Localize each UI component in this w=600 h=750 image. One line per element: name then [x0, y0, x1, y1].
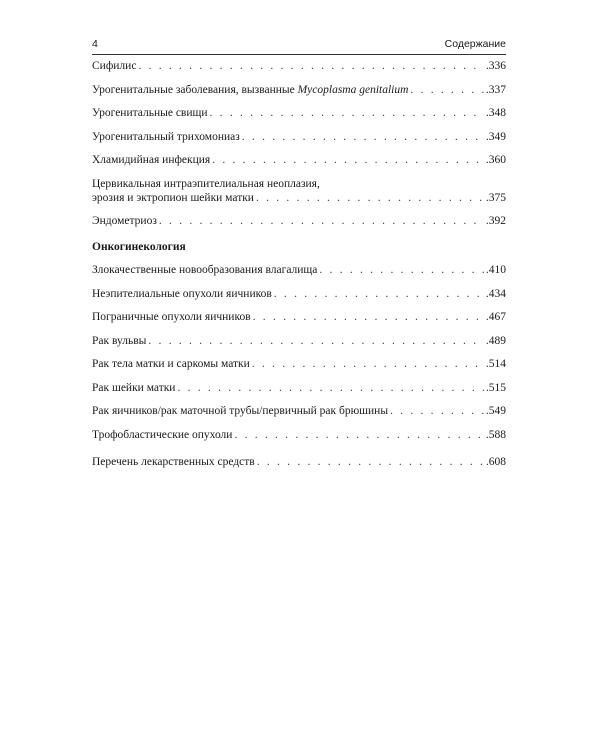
toc-entry-page: .434 — [485, 287, 506, 300]
toc-entry-page: .410 — [485, 264, 506, 276]
toc-entry-title-italic: Mycoplasma genitalium — [297, 83, 409, 96]
dot-leader — [257, 455, 484, 469]
toc-entry[interactable] — [92, 404, 506, 418]
toc-entry-page: .608 — [485, 456, 506, 468]
toc-entry-title: Рак яичников/рак маточной трубы/первичный рак брюшины — [92, 405, 389, 417]
dot-leader — [148, 334, 483, 348]
toc-entry-title: Урогенитальные свищи — [92, 107, 208, 119]
toc-entry-page: .392 — [485, 215, 506, 227]
toc-entry-page: .467 — [485, 311, 506, 323]
dot-leader — [177, 381, 483, 395]
toc-entry-title: Хламидийная инфекция — [92, 154, 211, 166]
toc-entry-title — [92, 83, 408, 97]
dot-leader — [234, 428, 483, 442]
dot-leader — [253, 310, 484, 324]
toc-entry[interactable] — [92, 310, 506, 324]
dot-leader — [390, 404, 484, 418]
table-of-contents — [92, 59, 506, 479]
toc-entry[interactable] — [92, 214, 506, 228]
toc-entry[interactable] — [92, 428, 506, 442]
running-header — [92, 38, 506, 55]
toc-entry-page: .588 — [485, 428, 506, 441]
toc-entry-page: .360 — [485, 154, 506, 166]
running-title: Содержание — [444, 38, 506, 50]
toc-entry-page: .514 — [485, 358, 506, 370]
toc-entry[interactable] — [92, 106, 506, 120]
toc-entry[interactable] — [92, 83, 506, 97]
dot-leader — [138, 59, 483, 73]
toc-entry-title: Рак тела матки и саркомы матки — [92, 358, 250, 370]
toc-entry-title-text: Урогенитальные заболевания, вызванные — [92, 83, 298, 96]
dot-leader — [242, 130, 484, 144]
toc-entry-title: Перечень лекарственных средств — [92, 456, 255, 468]
toc-entry-page: .489 — [485, 334, 506, 347]
toc-entry-title: Сифилис — [92, 60, 137, 72]
toc-entry-title: Злокачественные новообразования влагалища — [92, 264, 318, 276]
toc-entry-title: Трофобластические опухоли — [92, 428, 233, 441]
toc-entry-title-line2: эрозия и эктропион шейки матки — [92, 191, 254, 204]
toc-entry[interactable] — [92, 287, 506, 301]
dot-leader — [410, 83, 483, 97]
toc-entry[interactable] — [92, 263, 506, 277]
toc-entry-page: .348 — [485, 107, 506, 119]
toc-entry-title: Пограничные опухоли яичников — [92, 311, 251, 323]
toc-entry-title: Рак вульвы — [92, 334, 147, 347]
toc-entry-page: .549 — [485, 405, 506, 417]
toc-entry[interactable] — [92, 177, 506, 205]
toc-entry-title: Рак шейки матки — [92, 381, 176, 394]
dot-leader — [256, 191, 484, 205]
section-heading: Онкогинекология — [92, 241, 186, 253]
toc-entry-page: .337 — [485, 83, 506, 96]
page-number: 4 — [92, 38, 98, 50]
toc-entry-page: .349 — [485, 130, 506, 143]
dot-leader — [252, 357, 484, 371]
toc-entry[interactable] — [92, 334, 506, 348]
dot-leader — [159, 214, 484, 228]
toc-entry-title: Неэпителиальные опухоли яичников — [92, 287, 272, 300]
toc-entry-page: .375 — [485, 191, 506, 204]
toc-entry[interactable] — [92, 357, 506, 371]
toc-entry-page: .515 — [485, 381, 506, 394]
dot-leader — [319, 263, 483, 277]
dot-leader — [212, 153, 484, 167]
toc-entry-title: Эндометриоз — [92, 215, 157, 227]
toc-entry[interactable] — [92, 381, 506, 395]
toc-entry[interactable] — [92, 130, 506, 144]
dot-leader — [210, 106, 484, 120]
dot-leader — [274, 287, 484, 301]
toc-entry[interactable] — [92, 59, 506, 73]
toc-entry-page: .336 — [485, 60, 506, 72]
toc-entry-title: Урогенитальный трихомониаз — [92, 130, 240, 143]
toc-entry[interactable] — [92, 455, 506, 469]
toc-entry[interactable] — [92, 153, 506, 167]
toc-entry-title-line1: Цервикальная интраэпителиальная неоплазия, — [92, 177, 320, 190]
